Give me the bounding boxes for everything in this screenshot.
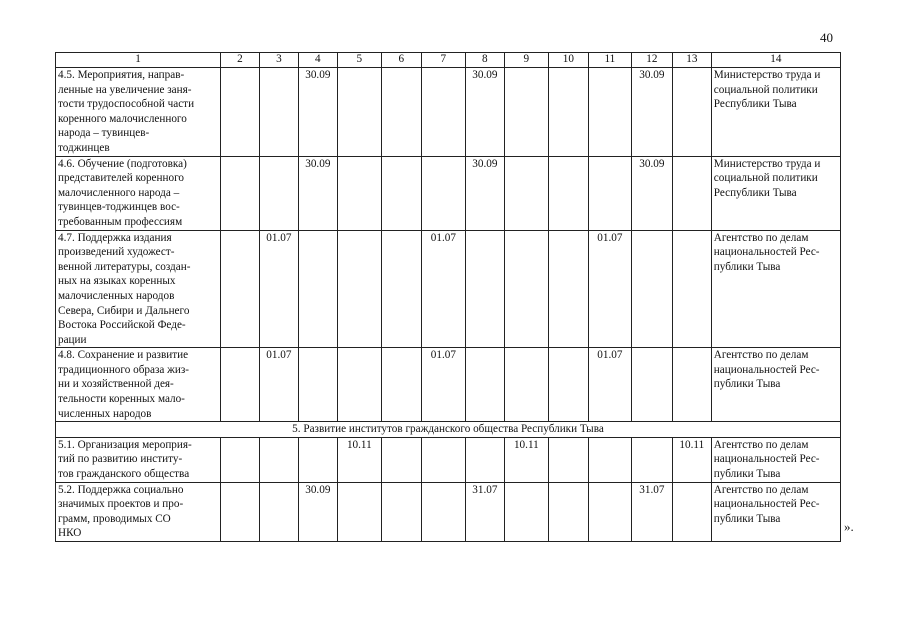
date-cell bbox=[259, 437, 298, 482]
column-header: 13 bbox=[672, 53, 711, 68]
schedule-table bbox=[55, 52, 841, 542]
date-cell: 10.11 bbox=[337, 437, 381, 482]
page-number: 40 bbox=[820, 30, 833, 45]
section-row bbox=[56, 422, 841, 438]
date-cell bbox=[220, 156, 259, 230]
responsible-line: Агентство по делам bbox=[713, 438, 809, 451]
event-cell bbox=[56, 437, 221, 482]
date-cell bbox=[421, 68, 465, 157]
event-line: Востока Российской Феде- bbox=[58, 319, 186, 332]
date-cell bbox=[588, 156, 631, 230]
date-cell bbox=[298, 230, 337, 348]
event-line: представителей коренного bbox=[58, 172, 184, 185]
closing-quote: ». bbox=[844, 519, 854, 534]
event-line: НКО bbox=[58, 527, 82, 540]
date-cell bbox=[588, 437, 631, 482]
date-cell bbox=[548, 230, 588, 348]
date-cell: 30.09 bbox=[631, 68, 672, 157]
responsible-line: социальной политики bbox=[713, 172, 818, 185]
date-cell bbox=[548, 156, 588, 230]
date-cell bbox=[298, 348, 337, 422]
date-cell bbox=[337, 230, 381, 348]
date-cell: 30.09 bbox=[298, 482, 337, 541]
responsible-line: Республики Тыва bbox=[713, 98, 797, 111]
date-cell: 01.07 bbox=[588, 230, 631, 348]
event-line: тувинцев-тоджинцев вос- bbox=[58, 201, 180, 214]
date-cell bbox=[672, 482, 711, 541]
responsible-line: публики Тыва bbox=[713, 512, 781, 525]
responsible-cell bbox=[711, 68, 840, 157]
date-cell: 30.09 bbox=[298, 156, 337, 230]
responsible-line: национальностей Рес- bbox=[713, 453, 820, 466]
event-line: ных на языках коренных bbox=[58, 275, 176, 288]
date-cell bbox=[298, 437, 337, 482]
date-cell bbox=[220, 348, 259, 422]
event-line: коренного малочисленного bbox=[58, 112, 187, 125]
date-cell bbox=[504, 68, 548, 157]
date-cell: 31.07 bbox=[465, 482, 504, 541]
date-cell bbox=[504, 348, 548, 422]
responsible-cell bbox=[711, 348, 840, 422]
date-cell bbox=[220, 230, 259, 348]
event-line: венной литературы, создан- bbox=[58, 260, 191, 273]
event-line: рации bbox=[58, 333, 87, 346]
column-header: 10 bbox=[548, 53, 588, 68]
date-cell: 30.09 bbox=[631, 156, 672, 230]
event-line: требованным профессиям bbox=[58, 215, 183, 228]
event-cell bbox=[56, 156, 221, 230]
date-cell bbox=[588, 482, 631, 541]
event-line: тов гражданского общества bbox=[58, 468, 190, 481]
column-header: 5 bbox=[337, 53, 381, 68]
date-cell bbox=[672, 156, 711, 230]
event-line: значимых проектов и про- bbox=[58, 498, 184, 511]
table-row bbox=[56, 230, 841, 348]
date-cell: 01.07 bbox=[421, 230, 465, 348]
date-cell: 01.07 bbox=[421, 348, 465, 422]
date-cell bbox=[548, 68, 588, 157]
event-cell bbox=[56, 230, 221, 348]
date-cell: 31.07 bbox=[631, 482, 672, 541]
responsible-line: Агентство по делам bbox=[713, 349, 809, 362]
column-header: 2 bbox=[220, 53, 259, 68]
date-cell bbox=[337, 348, 381, 422]
responsible-line: публики Тыва bbox=[713, 260, 781, 273]
date-cell bbox=[381, 437, 421, 482]
date-cell bbox=[337, 68, 381, 157]
event-line: традиционного образа жиз- bbox=[58, 363, 189, 376]
date-cell: 30.09 bbox=[298, 68, 337, 157]
date-cell bbox=[465, 348, 504, 422]
responsible-line: национальностей Рес- bbox=[713, 246, 820, 259]
date-cell bbox=[421, 482, 465, 541]
date-cell bbox=[672, 68, 711, 157]
date-cell bbox=[220, 68, 259, 157]
responsible-line: Агентство по делам bbox=[713, 483, 809, 496]
responsible-cell bbox=[711, 482, 840, 541]
date-cell bbox=[381, 230, 421, 348]
date-cell: 01.07 bbox=[259, 348, 298, 422]
date-cell bbox=[381, 156, 421, 230]
event-line: тоджинцев bbox=[58, 141, 110, 154]
responsible-cell bbox=[711, 156, 840, 230]
event-line: 4.6. Обучение (подготовка) bbox=[58, 157, 187, 170]
event-line: ни и хозяйственной дея- bbox=[58, 378, 174, 391]
column-header: 3 bbox=[259, 53, 298, 68]
responsible-cell bbox=[711, 230, 840, 348]
event-line: тий по развитию институ- bbox=[58, 453, 183, 466]
event-line: народа – тувинцев- bbox=[58, 127, 150, 140]
event-line: малочисленных народов bbox=[58, 289, 175, 302]
table-body bbox=[56, 53, 841, 542]
event-cell bbox=[56, 348, 221, 422]
responsible-line: Министерство труда и bbox=[713, 157, 821, 170]
table-row bbox=[56, 156, 841, 230]
date-cell bbox=[548, 348, 588, 422]
table-row bbox=[56, 437, 841, 482]
event-line: Севера, Сибири и Дальнего bbox=[58, 304, 190, 317]
date-cell bbox=[259, 156, 298, 230]
date-cell bbox=[588, 68, 631, 157]
date-cell bbox=[548, 437, 588, 482]
event-cell bbox=[56, 482, 221, 541]
date-cell bbox=[381, 348, 421, 422]
event-line: 5.2. Поддержка социально bbox=[58, 483, 184, 496]
date-cell bbox=[504, 482, 548, 541]
date-cell bbox=[672, 230, 711, 348]
responsible-line: социальной политики bbox=[713, 83, 818, 96]
event-line: тельности коренных мало- bbox=[58, 393, 185, 406]
responsible-line: Республики Тыва bbox=[713, 186, 797, 199]
column-header: 7 bbox=[421, 53, 465, 68]
column-header: 14 bbox=[711, 53, 840, 68]
date-cell bbox=[631, 230, 672, 348]
column-header: 9 bbox=[504, 53, 548, 68]
column-header: 1 bbox=[56, 53, 221, 68]
date-cell bbox=[631, 437, 672, 482]
date-cell bbox=[548, 482, 588, 541]
date-cell bbox=[672, 348, 711, 422]
responsible-line: Министерство труда и bbox=[713, 69, 821, 81]
date-cell: 01.07 bbox=[588, 348, 631, 422]
date-cell bbox=[465, 230, 504, 348]
column-header: 8 bbox=[465, 53, 504, 68]
date-cell bbox=[421, 156, 465, 230]
date-cell: 01.07 bbox=[259, 230, 298, 348]
section-title: 5. Развитие институтов гражданского общества Республики Тыва bbox=[56, 422, 841, 438]
column-header: 6 bbox=[381, 53, 421, 68]
responsible-line: национальностей Рес- bbox=[713, 498, 820, 511]
date-cell: 10.11 bbox=[672, 437, 711, 482]
event-line: ленные на увеличение заня- bbox=[58, 83, 192, 96]
column-header: 12 bbox=[631, 53, 672, 68]
event-line: тости трудоспособной части bbox=[58, 98, 195, 111]
responsible-line: публики Тыва bbox=[713, 378, 781, 391]
date-cell bbox=[631, 348, 672, 422]
event-cell bbox=[56, 68, 221, 157]
event-line: малочисленного народа – bbox=[58, 186, 180, 199]
date-cell bbox=[504, 230, 548, 348]
event-line: 4.5. Мероприятия, направ- bbox=[58, 69, 185, 81]
responsible-line: национальностей Рес- bbox=[713, 363, 820, 376]
column-header: 4 bbox=[298, 53, 337, 68]
table-row bbox=[56, 68, 841, 157]
date-cell bbox=[465, 437, 504, 482]
date-cell bbox=[337, 156, 381, 230]
column-header: 11 bbox=[588, 53, 631, 68]
date-cell bbox=[220, 437, 259, 482]
date-cell bbox=[259, 482, 298, 541]
table-row bbox=[56, 348, 841, 422]
date-cell bbox=[259, 68, 298, 157]
event-line: грамм, проводимых СО bbox=[58, 512, 171, 525]
responsible-cell bbox=[711, 437, 840, 482]
date-cell: 10.11 bbox=[504, 437, 548, 482]
date-cell: 30.09 bbox=[465, 68, 504, 157]
event-line: 4.7. Поддержка издания bbox=[58, 231, 172, 244]
date-cell bbox=[220, 482, 259, 541]
responsible-line: Агентство по делам bbox=[713, 231, 809, 244]
table-row bbox=[56, 482, 841, 541]
date-cell bbox=[381, 482, 421, 541]
responsible-line: публики Тыва bbox=[713, 468, 781, 481]
event-line: 5.1. Организация мероприя- bbox=[58, 438, 192, 451]
date-cell bbox=[421, 437, 465, 482]
event-line: произведений художест- bbox=[58, 246, 175, 259]
date-cell bbox=[504, 156, 548, 230]
date-cell bbox=[381, 68, 421, 157]
event-line: 4.8. Сохранение и развитие bbox=[58, 349, 189, 362]
date-cell: 30.09 bbox=[465, 156, 504, 230]
header-row bbox=[56, 53, 841, 68]
event-line: численных народов bbox=[58, 407, 152, 420]
date-cell bbox=[337, 482, 381, 541]
